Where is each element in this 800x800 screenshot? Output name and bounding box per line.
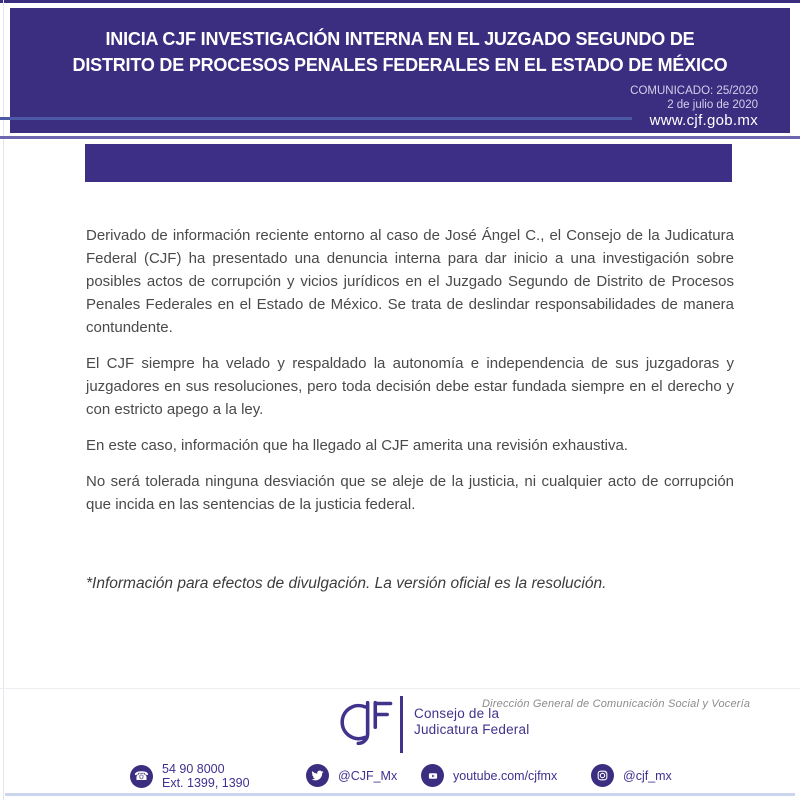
phone-line1: 54 90 8000 — [162, 762, 225, 776]
phone-glyph: ☎ — [134, 769, 149, 783]
comunicado-number: COMUNICADO: 25/2020 — [630, 85, 758, 97]
instagram-icon — [591, 764, 614, 787]
contact-twitter[interactable] — [306, 764, 397, 787]
paragraph-2: El CJF siempre ha velado y respaldado la autonomía e independencia de sus juzgadoras y juzgadores en sus resoluciones, pero toda decisión debe estar fundada siempre en el derecho y con estricto apego a la ley. — [86, 355, 734, 418]
cjf-logo-icon — [326, 695, 394, 751]
phone-icon — [130, 765, 153, 788]
logo-divider-bar — [400, 696, 403, 753]
sub-header-line — [0, 136, 800, 139]
org-name-line2: Judicatura Federal — [414, 722, 530, 737]
department-caption: Dirección General de Comunicación Social y Vocería — [482, 698, 751, 710]
twitter-icon — [306, 764, 329, 787]
press-release-body — [86, 224, 734, 595]
page-title — [10, 26, 790, 78]
paragraph-1: Derivado de información reciente entorno al caso de José Ángel C., el Consejo de la Judicatura Federal (CJF) ha presentado una denuncia interna para dar inicio a una investigación sobre posibles actos de corrupción y vicios jurídicos en el Juzgado Segundo de Distrito de Procesos Penales Federales en el Estado de México. Se trata de deslindar responsabilidades de manera contundente. — [86, 227, 734, 336]
org-name-line1: Consejo de la — [414, 706, 500, 721]
left-border-line — [3, 0, 4, 800]
phone-number — [162, 762, 250, 790]
website-link[interactable]: www.cjf.gob.mx — [649, 112, 758, 129]
phone-line2: Ext. 1399, 1390 — [162, 776, 250, 790]
youtube-icon — [421, 764, 444, 787]
page-title-line2: DISTRITO DE PROCESOS PENALES FEDERALES EN EL ESTADO DE MÉXICO — [72, 55, 728, 75]
header-banner — [10, 8, 790, 133]
comunicado-date: 2 de julio de 2020 — [667, 99, 758, 111]
bottom-accent-line — [5, 793, 795, 796]
comunicado-meta — [630, 84, 758, 112]
page-title-line1: INICIA CJF INVESTIGACIÓN INTERNA EN EL JUZGADO SEGUNDO DE — [105, 29, 695, 49]
contact-instagram[interactable] — [591, 764, 672, 787]
youtube-url: youtube.com/cjfmx — [453, 768, 558, 783]
disclaimer-footnote: *Información para efectos de divulgación. La versión oficial es la resolución. — [86, 575, 607, 592]
footer-separator-line — [0, 688, 800, 689]
twitter-handle: @CJF_Mx — [338, 768, 398, 783]
top-border-line — [0, 0, 800, 3]
contact-phone — [130, 762, 250, 790]
paragraph-3: En este caso, información que ha llegado al CJF amerita una revisión exhaustiva. — [86, 437, 628, 454]
paragraph-4: No será tolerada ninguna desviación que se aleje de la justicia, ni cualquier acto de corrupción que incida en las sentencias de la justicia federal. — [86, 473, 734, 513]
org-name — [414, 706, 529, 738]
contact-youtube[interactable] — [421, 764, 557, 787]
header-accent-line — [0, 117, 632, 120]
instagram-handle: @cjf_mx — [623, 768, 672, 783]
redacted-name-bar — [85, 144, 732, 182]
